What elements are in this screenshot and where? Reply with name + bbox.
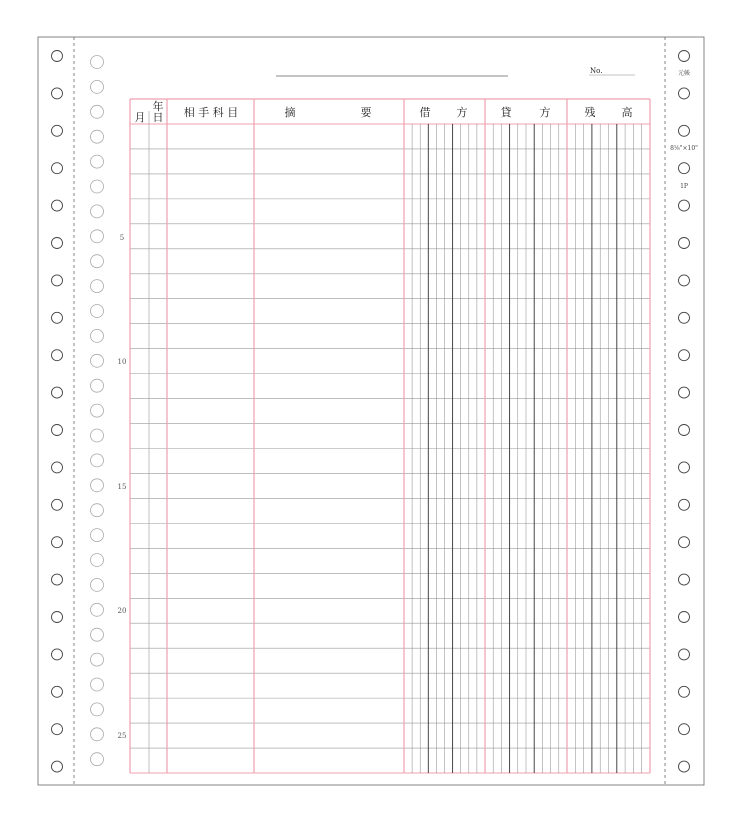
binding-hole <box>91 155 104 168</box>
tractor-hole-right <box>679 537 690 548</box>
header-day: 日 <box>152 111 164 124</box>
tractor-hole-right <box>679 387 690 398</box>
binding-hole <box>91 653 104 666</box>
binding-hole <box>91 255 104 268</box>
ply-label: 1P <box>680 183 688 190</box>
binding-holes-left <box>91 56 104 766</box>
tractor-hole-right <box>679 649 690 660</box>
row-number-15: 15 <box>117 483 127 491</box>
binding-hole <box>91 230 104 243</box>
header-description-right: 要 <box>360 106 372 119</box>
header-credit-left: 貸 <box>500 106 512 119</box>
header-year: 年 <box>152 100 164 113</box>
tractor-hole-right <box>679 686 690 697</box>
tractor-hole-left <box>52 163 63 174</box>
binding-hole <box>91 56 104 69</box>
tractor-hole-right <box>679 51 690 62</box>
tractor-hole-left <box>52 462 63 473</box>
tractor-hole-right <box>679 275 690 286</box>
binding-hole <box>91 454 104 467</box>
binding-hole <box>91 205 104 218</box>
binding-hole <box>91 404 104 417</box>
tractor-hole-left <box>52 724 63 735</box>
binding-hole <box>91 554 104 567</box>
binding-hole <box>91 603 104 616</box>
tractor-hole-left <box>52 275 63 286</box>
tractor-hole-right <box>679 125 690 136</box>
binding-hole <box>91 305 104 318</box>
tractor-hole-left <box>52 350 63 361</box>
tractor-hole-right <box>679 312 690 323</box>
tractor-hole-left <box>52 686 63 697</box>
header-debit-right: 方 <box>456 106 468 119</box>
tractor-hole-left <box>52 425 63 436</box>
tractor-hole-right <box>679 163 690 174</box>
header-balance-right: 高 <box>621 106 633 119</box>
row-number-25: 25 <box>117 732 127 740</box>
tractor-holes-right <box>679 51 690 773</box>
binding-hole <box>91 479 104 492</box>
binding-hole <box>91 504 104 517</box>
row-number-5: 5 <box>119 234 125 242</box>
tractor-hole-left <box>52 312 63 323</box>
binding-hole <box>91 753 104 766</box>
binding-hole <box>91 628 104 641</box>
tractor-hole-right <box>679 724 690 735</box>
form-name-label: 元帳 <box>677 70 691 77</box>
row-number-20: 20 <box>117 607 127 615</box>
tractor-hole-left <box>52 387 63 398</box>
header-balance-left: 残 <box>584 106 596 119</box>
row-numbers <box>118 234 127 740</box>
tractor-hole-left <box>52 574 63 585</box>
tractor-hole-right <box>679 462 690 473</box>
tractor-hole-left <box>52 88 63 99</box>
tractor-hole-left <box>52 499 63 510</box>
binding-hole <box>91 80 104 93</box>
tractor-hole-right <box>679 88 690 99</box>
tractor-hole-right <box>679 238 690 249</box>
binding-hole <box>91 529 104 542</box>
tractor-hole-left <box>52 200 63 211</box>
binding-hole <box>91 280 104 293</box>
binding-hole <box>91 379 104 392</box>
tractor-hole-left <box>52 238 63 249</box>
tractor-hole-left <box>52 537 63 548</box>
tractor-hole-left <box>52 761 63 772</box>
tractor-hole-left <box>52 649 63 660</box>
tractor-hole-right <box>679 200 690 211</box>
binding-hole <box>91 354 104 367</box>
tractor-hole-left <box>52 125 63 136</box>
binding-hole <box>91 180 104 193</box>
tractor-hole-right <box>679 499 690 510</box>
header-debit-left: 借 <box>419 106 431 119</box>
header-credit-right: 方 <box>539 106 551 119</box>
size-label: 8⅛"×10" <box>670 145 698 152</box>
tractor-holes-left <box>52 51 63 773</box>
tractor-hole-right <box>679 425 690 436</box>
ledger-grid <box>130 99 650 773</box>
tractor-hole-right <box>679 574 690 585</box>
tractor-hole-left <box>52 51 63 62</box>
number-label: No. <box>590 67 603 75</box>
binding-hole <box>91 105 104 118</box>
tractor-hole-right <box>679 761 690 772</box>
binding-hole <box>91 130 104 143</box>
ledger-header <box>135 99 633 124</box>
header-description-left: 摘 <box>284 106 296 119</box>
binding-hole <box>91 429 104 442</box>
tractor-hole-left <box>52 612 63 623</box>
tractor-hole-right <box>679 350 690 361</box>
binding-hole <box>91 329 104 342</box>
binding-hole <box>91 678 104 691</box>
binding-hole <box>91 578 104 591</box>
binding-hole <box>91 728 104 741</box>
header-month: 月 <box>134 111 146 124</box>
row-number-10: 10 <box>117 358 127 366</box>
header-account: 相 手 科 目 <box>183 106 239 119</box>
binding-hole <box>91 703 104 716</box>
tractor-hole-right <box>679 612 690 623</box>
